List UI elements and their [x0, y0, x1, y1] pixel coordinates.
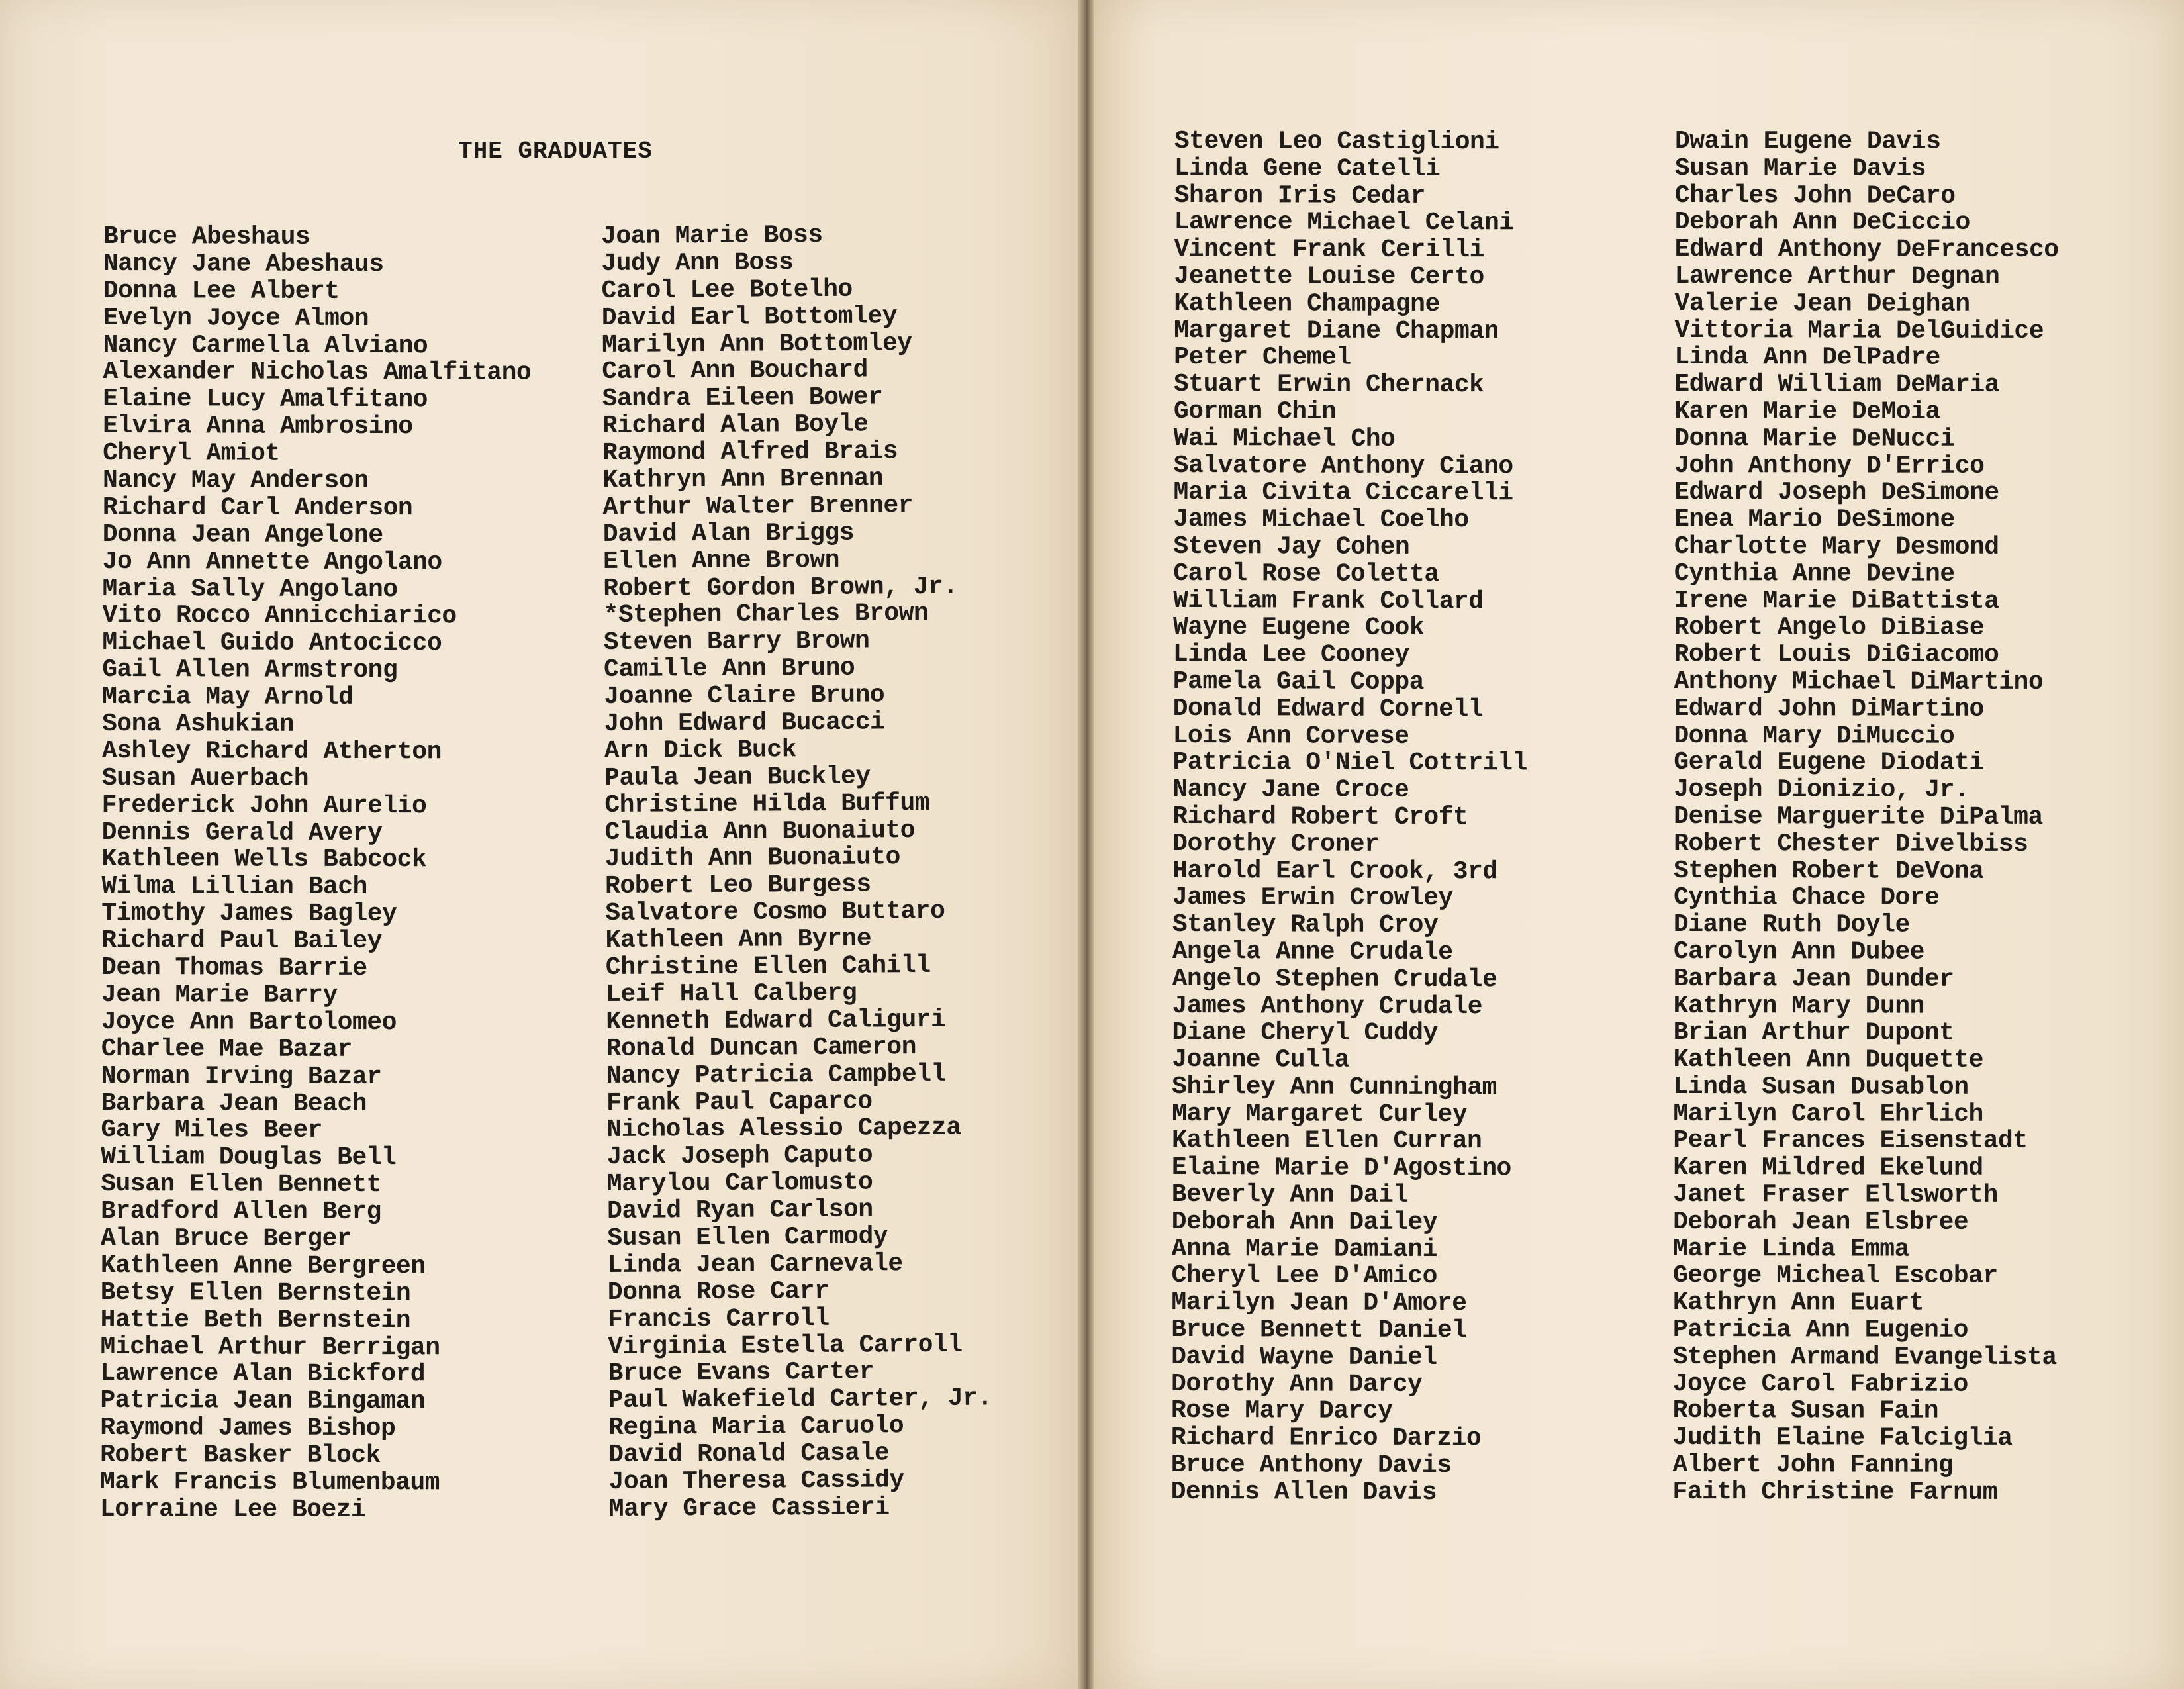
graduate-name: Raymond Alfred Brais — [602, 437, 898, 468]
graduate-name: Cynthia Anne Devine — [1674, 559, 1955, 589]
graduate-name: Steven Leo Castiglioni — [1174, 127, 1499, 157]
graduate-name: Gail Allen Armstrong — [102, 655, 398, 685]
graduate-name: Joanne Claire Bruno — [604, 681, 885, 712]
graduate-name: Joyce Ann Bartolomeo — [101, 1007, 397, 1037]
graduate-name: Camille Ann Bruno — [603, 653, 855, 685]
right-page — [1094, 0, 2184, 1689]
graduate-name: Betsy Ellen Bernstein — [100, 1278, 411, 1308]
graduate-name: Donna Rose Carr — [607, 1277, 830, 1307]
graduate-name: Dorothy Ann Darcy — [1170, 1369, 1423, 1399]
graduate-name: Edward William DeMaria — [1674, 370, 2000, 400]
graduate-name: Wai Michael Cho — [1173, 424, 1396, 454]
graduate-name: Ellen Anne Brown — [602, 546, 840, 576]
graduate-name: Virginia Estella Carroll — [608, 1330, 963, 1361]
graduate-name: Linda Jean Carnevale — [607, 1249, 903, 1280]
graduate-name: Nancy Carmella Alviano — [103, 330, 428, 360]
graduate-name: Rose Mary Darcy — [1170, 1396, 1393, 1426]
graduate-name: Karen Mildred Ekelund — [1673, 1153, 1983, 1183]
graduate-name: Arthur Walter Brenner — [602, 491, 914, 522]
graduate-name: Salvatore Anthony Ciano — [1173, 451, 1513, 481]
graduate-name: Claudia Ann Buonaiuto — [604, 816, 916, 847]
graduate-name: Karen Marie DeMoia — [1674, 397, 1940, 426]
graduate-name: Kathryn Mary Dunn — [1673, 991, 1924, 1021]
graduate-name: Joyce Carol Fabrizio — [1672, 1369, 1968, 1399]
graduate-name: Carol Rose Coletta — [1173, 559, 1439, 589]
graduate-name: Albert John Fanning — [1672, 1451, 1954, 1480]
graduate-name: Joanne Culla — [1172, 1045, 1350, 1075]
graduate-name: Deborah Ann Dailey — [1171, 1207, 1438, 1237]
graduate-name: Francis Carroll — [607, 1304, 830, 1334]
graduate-name: Lawrence Michael Celani — [1174, 208, 1514, 238]
graduate-name: Susan Marie Davis — [1674, 154, 1926, 183]
graduate-name: Frederick John Aurelio — [101, 791, 427, 820]
graduate-name: Dennis Allen Davis — [1170, 1477, 1437, 1507]
graduate-name: Paula Jean Buckley — [604, 762, 871, 793]
graduate-name: Nicholas Alessio Capezza — [606, 1114, 961, 1145]
graduate-name: Cynthia Chace Dore — [1673, 883, 1940, 913]
graduate-name: Susan Ellen Bennett — [101, 1170, 382, 1200]
graduate-name: Elaine Marie D'Agostino — [1171, 1153, 1511, 1183]
graduate-name: Lawrence Arthur Degnan — [1674, 262, 2000, 291]
graduate-name: Nancy Jane Croce — [1172, 775, 1409, 805]
graduate-name: Cheryl Amiot — [103, 439, 280, 468]
graduate-name: Joan Theresa Cassidy — [608, 1466, 904, 1496]
graduate-name: Marie Linda Emma — [1673, 1234, 1909, 1264]
graduate-name: Maria Civita Ciccarelli — [1173, 478, 1513, 508]
graduate-name: Patricia O'Niel Cottrill — [1172, 748, 1527, 778]
graduate-name: Kathryn Ann Brennan — [602, 464, 884, 495]
graduate-name: Diane Cheryl Cuddy — [1172, 1018, 1438, 1048]
graduate-name: Patricia Jean Bingaman — [100, 1386, 426, 1416]
graduate-name: Alexander Nicholas Amalfitano — [103, 358, 532, 388]
graduate-name: Susan Ellen Carmody — [607, 1222, 888, 1253]
graduate-name: Shirley Ann Cunningham — [1172, 1072, 1497, 1102]
graduate-name: Edward Anthony DeFrancesco — [1674, 235, 2059, 265]
graduate-name: Jeanette Louise Certo — [1174, 262, 1484, 292]
graduate-name: Leif Hall Calberg — [605, 979, 857, 1009]
graduate-name: Anthony Michael DiMartino — [1674, 667, 2044, 697]
graduate-name: Joseph Dionizio, Jr. — [1674, 775, 1970, 804]
graduate-name: Arn Dick Buck — [604, 736, 796, 765]
graduate-name: Dorothy Croner — [1172, 829, 1380, 859]
graduate-name: Michael Arthur Berrigan — [100, 1332, 440, 1362]
graduate-name: Donna Mary DiMuccio — [1674, 721, 1955, 751]
graduate-name: Nancy Jane Abeshaus — [103, 249, 384, 279]
graduate-name: Wayne Eugene Cook — [1172, 613, 1425, 643]
graduate-name: Judith Elaine Falciglia — [1672, 1424, 2013, 1453]
graduate-name: *Stephen Charles Brown — [603, 599, 929, 630]
graduate-name: Cheryl Lee D'Amico — [1171, 1261, 1437, 1291]
graduate-name: Bradford Allen Berg — [101, 1197, 381, 1227]
graduate-name: Jack Joseph Caputo — [606, 1141, 873, 1172]
graduate-name: Linda Gene Catelli — [1174, 154, 1441, 183]
graduate-name: Lawrence Alan Bickford — [100, 1359, 426, 1389]
graduate-name: Robert Gordon Brown, Jr. — [603, 572, 958, 603]
graduate-name: Edward John DiMartino — [1674, 694, 1984, 724]
graduate-name: Marilyn Carol Ehrlich — [1673, 1099, 1983, 1129]
graduate-name: David Earl Bottomley — [601, 301, 898, 332]
graduate-name: Nancy May Anderson — [102, 466, 369, 496]
graduate-name: Elvira Anna Ambrosino — [103, 412, 413, 442]
graduate-name: Kathleen Ellen Curran — [1171, 1126, 1482, 1156]
graduate-name: Stephen Robert DeVona — [1674, 856, 1984, 886]
graduate-name: Dwain Eugene Davis — [1674, 127, 1941, 156]
graduate-name: Timothy James Bagley — [101, 899, 397, 929]
graduate-name: Marylou Carlomusto — [606, 1168, 873, 1199]
graduate-name: Stuart Erwin Chernack — [1173, 370, 1484, 400]
graduate-name: Anna Marie Damiani — [1171, 1234, 1438, 1264]
graduate-name: Robert Basker Block — [100, 1441, 381, 1471]
graduate-name: Kathleen Ann Byrne — [605, 924, 872, 955]
graduate-name: Paul Wakefield Carter, Jr. — [608, 1384, 992, 1416]
graduate-name: Lois Ann Corvese — [1172, 721, 1409, 751]
graduate-name: Marilyn Jean D'Amore — [1171, 1288, 1467, 1318]
graduate-name: John Edward Bucacci — [604, 708, 885, 739]
graduate-name: Donna Jean Angelone — [102, 520, 383, 550]
graduate-name: Salvatore Cosmo Buttaro — [605, 897, 945, 928]
graduate-name: Norman Irving Bazar — [101, 1061, 382, 1091]
graduate-name: Carol Ann Bouchard — [602, 356, 868, 387]
graduate-name: Angela Anne Crudale — [1172, 937, 1453, 967]
graduate-name: Bruce Anthony Davis — [1170, 1451, 1452, 1480]
graduate-name: Frank Paul Caparco — [606, 1087, 873, 1118]
graduate-name: Robert Chester Divelbiss — [1674, 829, 2028, 859]
page-title: THE GRADUATES — [458, 138, 653, 165]
graduate-name: Pearl Frances Eisenstadt — [1673, 1126, 2028, 1156]
book-spine — [1078, 0, 1094, 1689]
graduate-name: Vincent Frank Cerilli — [1174, 235, 1484, 265]
graduate-name: Mary Margaret Curley — [1172, 1099, 1468, 1129]
graduate-name: Richard Carl Anderson — [102, 493, 413, 523]
graduate-name: Sandra Eileen Bower — [602, 383, 883, 414]
graduate-name: Steven Jay Cohen — [1173, 532, 1410, 561]
graduate-name: David Ronald Casale — [608, 1439, 890, 1470]
graduate-name: Elaine Lucy Amalfitano — [103, 385, 428, 414]
graduate-name: Vittoria Maria DelGuidice — [1674, 316, 2044, 346]
graduate-list-column-4 — [1672, 128, 2059, 1507]
graduate-name: George Micheal Escobar — [1672, 1261, 1998, 1291]
graduate-name: Linda Susan Dusablon — [1673, 1072, 1969, 1102]
graduate-name: Gary Miles Beer — [101, 1116, 323, 1145]
graduate-name: Regina Maria Caruolo — [608, 1412, 904, 1443]
graduate-name: Denise Marguerite DiPalma — [1674, 802, 2043, 832]
graduate-name: David Alan Briggs — [602, 518, 855, 549]
graduate-name: Barbara Jean Beach — [101, 1088, 367, 1118]
graduate-name: Robert Leo Burgess — [604, 870, 871, 901]
graduate-name: Sona Ashukian — [101, 710, 295, 739]
graduate-name: Faith Christine Farnum — [1672, 1477, 1998, 1507]
graduate-name: David Wayne Daniel — [1171, 1342, 1437, 1372]
graduate-name: Janet Fraser Ellsworth — [1673, 1181, 1998, 1210]
graduate-name: Barbara Jean Dunder — [1673, 964, 1954, 994]
graduate-name: Ashley Richard Atherton — [101, 736, 442, 767]
graduate-name: Judith Ann Buonaiuto — [604, 843, 901, 874]
graduate-name: Donald Edward Cornell — [1172, 694, 1484, 724]
graduate-name: Dean Thomas Barrie — [101, 953, 367, 983]
graduate-name: Kathleen Champagne — [1174, 289, 1440, 318]
graduate-name: Stephen Armand Evangelista — [1672, 1342, 2057, 1372]
graduate-name: David Ryan Carlson — [606, 1195, 873, 1226]
graduate-name: Patricia Ann Eugenio — [1672, 1316, 1968, 1345]
graduate-name: Kenneth Edward Caliguri — [606, 1005, 946, 1036]
graduate-name: Judy Ann Boss — [601, 248, 794, 278]
graduate-name: Nancy Patricia Campbell — [606, 1059, 946, 1090]
graduate-name: John Anthony D'Errico — [1674, 451, 1985, 481]
graduate-name: Deborah Ann DeCiccio — [1674, 208, 1970, 238]
graduate-name: Joan Marie Boss — [600, 220, 823, 251]
graduate-name: Richard Robert Croft — [1172, 802, 1468, 832]
graduate-name: Gorman Chin — [1173, 397, 1337, 426]
graduate-name: Charles John DeCaro — [1674, 181, 1956, 211]
graduate-name: Robert Louis DiGiacomo — [1674, 640, 1999, 669]
graduate-name: Wilma Lillian Bach — [101, 872, 367, 902]
graduate-name: Richard Enrico Darzio — [1170, 1424, 1482, 1453]
graduate-list-column-3 — [1171, 128, 1529, 1507]
graduate-name: Richard Alan Boyle — [602, 410, 869, 441]
graduate-name: William Douglas Bell — [101, 1143, 397, 1173]
graduate-list-column-2 — [601, 221, 993, 1523]
graduate-name: Raymond James Bishop — [100, 1414, 396, 1443]
graduate-name: Bruce Abeshaus — [103, 222, 310, 252]
graduate-name: Marcia May Arnold — [102, 683, 354, 712]
graduate-name: Donna Marie DeNucci — [1674, 424, 1956, 454]
graduate-name: Christine Hilda Buffum — [604, 789, 930, 820]
graduate-list-column-1 — [100, 224, 532, 1524]
graduate-name: Christine Ellen Cahill — [605, 951, 931, 983]
graduate-name: Enea Mario DeSimone — [1674, 505, 1955, 534]
graduate-name: Deborah Jean Elsbree — [1673, 1207, 1969, 1237]
graduate-name: Steven Barry Brown — [603, 626, 870, 657]
graduate-name: Charlee Mae Bazar — [101, 1034, 352, 1064]
graduate-name: Brian Arthur Dupont — [1673, 1018, 1954, 1048]
graduate-name: Linda Ann DelPadre — [1674, 343, 1940, 373]
graduate-name: Alan Bruce Berger — [100, 1224, 352, 1253]
graduate-name: Peter Chemel — [1174, 343, 1351, 373]
graduate-name: Vito Rocco Annicchiarico — [102, 601, 457, 631]
graduate-name: Robert Angelo DiBiase — [1674, 613, 1985, 643]
graduate-name: Hattie Beth Bernstein — [100, 1305, 411, 1335]
left-page — [0, 0, 1078, 1689]
graduate-name: Kathleen Ann Duquette — [1673, 1045, 1983, 1075]
graduate-name: Susan Auerbach — [101, 763, 309, 793]
graduate-name: Edward Joseph DeSimone — [1674, 478, 1999, 508]
graduate-name: Jo Ann Annette Angolano — [102, 547, 442, 577]
graduate-name: Kathryn Ann Euart — [1672, 1288, 1924, 1318]
graduate-name: Carolyn Ann Dubee — [1673, 937, 1925, 967]
graduate-name: Angelo Stephen Crudale — [1172, 964, 1497, 994]
graduate-name: Beverly Ann Dail — [1171, 1181, 1408, 1210]
graduate-name: Carol Lee Botelho — [601, 275, 853, 305]
graduate-name: James Michael Coelho — [1173, 505, 1469, 535]
graduate-name: Diane Ruth Doyle — [1673, 910, 1910, 940]
graduate-name: James Erwin Crowley — [1172, 883, 1453, 913]
graduate-name: Jean Marie Barry — [101, 980, 338, 1010]
graduate-name: Irene Marie DiBattista — [1674, 586, 1999, 616]
graduate-name: Roberta Susan Fain — [1672, 1396, 1939, 1426]
graduate-name: Bruce Evans Carter — [608, 1357, 875, 1388]
graduate-name: Gerald Eugene Diodati — [1674, 748, 1984, 778]
graduate-name: Richard Paul Bailey — [101, 926, 383, 956]
graduate-name: Linda Lee Cooney — [1172, 640, 1409, 670]
graduate-name: Dennis Gerald Avery — [101, 818, 383, 847]
graduate-name: Lorraine Lee Boezi — [99, 1494, 366, 1524]
graduate-name: Ronald Duncan Cameron — [606, 1032, 917, 1063]
graduate-name: Charlotte Mary Desmond — [1674, 532, 1999, 561]
graduate-name: Donna Lee Albert — [103, 276, 340, 306]
graduate-name: Kathleen Wells Babcock — [101, 845, 427, 875]
graduate-name: Margaret Diane Chapman — [1174, 316, 1499, 346]
graduate-name: Pamela Gail Coppa — [1172, 667, 1425, 697]
graduate-name: Michael Guido Antocicco — [102, 628, 442, 658]
graduate-name: William Frank Collard — [1173, 586, 1484, 616]
graduate-name: Harold Earl Crook, 3rd — [1172, 856, 1497, 886]
graduate-name: Maria Sally Angolano — [102, 574, 398, 604]
graduate-name: Sharon Iris Cedar — [1174, 181, 1425, 211]
graduate-name: Evelyn Joyce Almon — [103, 303, 369, 333]
graduate-name: Bruce Bennett Daniel — [1171, 1316, 1467, 1345]
graduate-name: Mary Grace Cassieri — [608, 1493, 890, 1523]
graduate-name: Stanley Ralph Croy — [1172, 910, 1439, 940]
graduate-name: Marilyn Ann Bottomley — [601, 328, 912, 360]
graduate-name: Kathleen Anne Bergreen — [100, 1251, 426, 1281]
graduate-name: Valerie Jean Deighan — [1674, 289, 1970, 318]
graduate-name: James Anthony Crudale — [1172, 991, 1482, 1021]
graduate-name: Mark Francis Blumenbaum — [99, 1467, 440, 1498]
